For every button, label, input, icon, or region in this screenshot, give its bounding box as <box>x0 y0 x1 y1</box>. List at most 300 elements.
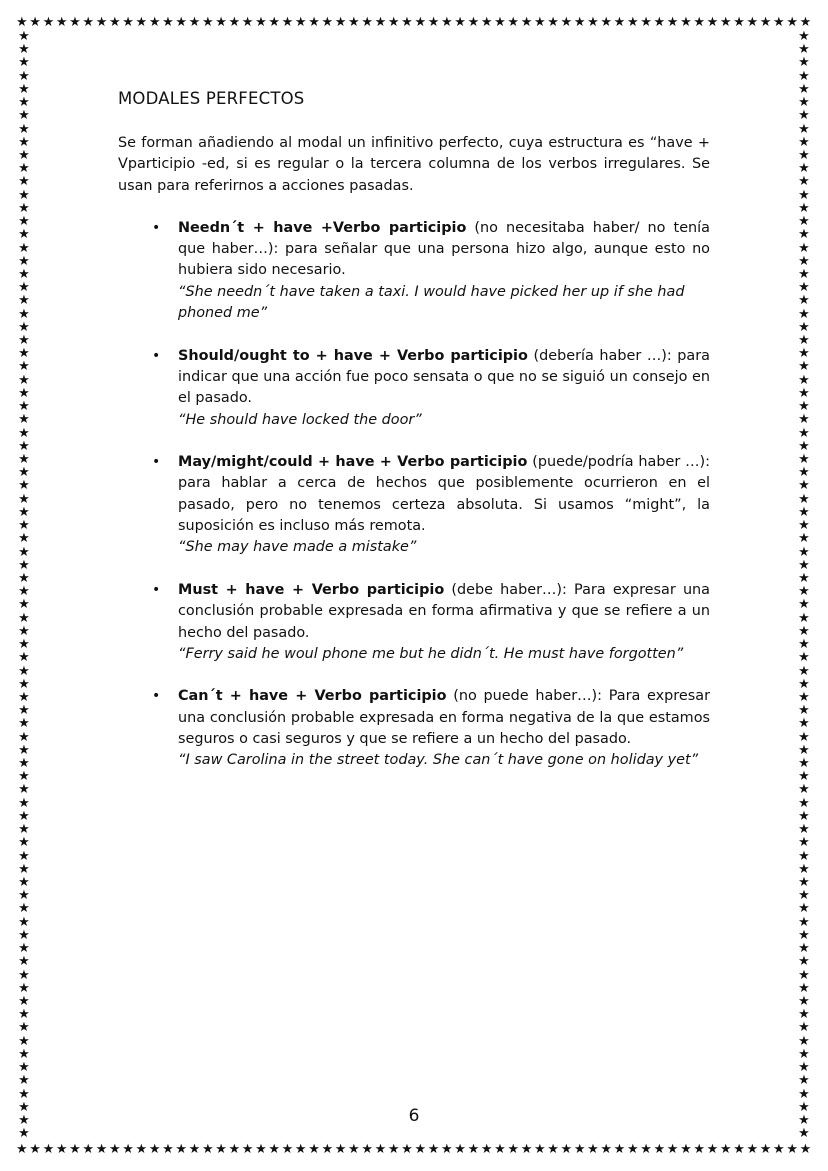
star-icon: ★ <box>798 1099 810 1115</box>
list-item-cant <box>118 686 710 771</box>
bullet-icon: • <box>152 347 161 364</box>
star-icon: ★ <box>308 1141 320 1157</box>
bullet-formula: Should/ought to + have + Verbo participio <box>178 347 528 364</box>
star-icon: ★ <box>18 359 30 375</box>
star-icon: ★ <box>228 14 241 30</box>
star-icon: ★ <box>374 14 387 30</box>
star-icon: ★ <box>18 531 30 547</box>
star-icon: ★ <box>587 14 599 30</box>
star-icon: ★ <box>321 14 334 30</box>
star-icon: ★ <box>507 1141 520 1157</box>
star-icon: ★ <box>798 266 810 282</box>
star-icon: ★ <box>18 214 30 230</box>
star-icon: ★ <box>798 372 810 388</box>
star-icon: ★ <box>520 14 533 30</box>
star-icon: ★ <box>573 1141 586 1157</box>
star-icon: ★ <box>18 1099 30 1115</box>
star-icon: ★ <box>308 14 320 30</box>
star-icon: ★ <box>18 993 30 1009</box>
list-item-neednt <box>118 218 710 324</box>
star-icon: ★ <box>573 14 586 30</box>
star-icon: ★ <box>600 14 613 30</box>
star-icon: ★ <box>241 14 254 30</box>
star-icon: ★ <box>18 95 30 111</box>
star-icon: ★ <box>268 1141 280 1157</box>
page-number: 6 <box>408 1106 420 1126</box>
star-icon: ★ <box>69 14 81 30</box>
star-icon: ★ <box>82 14 95 30</box>
star-icon: ★ <box>467 14 480 30</box>
star-icon: ★ <box>401 1141 413 1157</box>
star-icon: ★ <box>798 504 810 520</box>
star-icon: ★ <box>18 676 30 692</box>
star-icon: ★ <box>798 412 810 428</box>
star-border-right <box>796 30 812 1141</box>
star-icon: ★ <box>798 980 810 996</box>
star-icon: ★ <box>175 14 188 30</box>
star-icon: ★ <box>798 399 810 415</box>
star-icon: ★ <box>547 1141 559 1157</box>
star-icon: ★ <box>494 14 506 30</box>
star-icon: ★ <box>175 1141 188 1157</box>
star-icon: ★ <box>798 584 810 600</box>
star-icon: ★ <box>547 14 559 30</box>
star-icon: ★ <box>69 1141 81 1157</box>
star-icon: ★ <box>18 742 30 758</box>
star-icon: ★ <box>427 1141 440 1157</box>
star-icon: ★ <box>348 14 360 30</box>
list-item-must <box>118 580 710 665</box>
star-icon: ★ <box>653 14 666 30</box>
star-icon: ★ <box>281 14 294 30</box>
star-icon: ★ <box>29 1141 41 1157</box>
star-icon: ★ <box>18 346 30 362</box>
star-icon: ★ <box>773 14 785 30</box>
star-icon: ★ <box>95 1141 108 1157</box>
star-icon: ★ <box>798 68 810 84</box>
star-icon: ★ <box>454 14 466 30</box>
star-icon: ★ <box>162 1141 174 1157</box>
bullet-text <box>178 452 710 537</box>
star-icon: ★ <box>18 848 30 864</box>
star-icon: ★ <box>706 14 719 30</box>
star-icon: ★ <box>798 1086 810 1102</box>
star-icon: ★ <box>799 14 812 30</box>
star-icon: ★ <box>18 597 30 613</box>
star-icon: ★ <box>798 544 810 560</box>
star-icon: ★ <box>18 121 30 137</box>
star-icon: ★ <box>798 333 810 349</box>
star-icon: ★ <box>18 637 30 653</box>
star-icon: ★ <box>18 1020 30 1036</box>
star-icon: ★ <box>228 1141 241 1157</box>
star-icon: ★ <box>18 187 30 203</box>
star-icon: ★ <box>798 121 810 137</box>
star-icon: ★ <box>18 293 30 309</box>
bullet-icon: • <box>152 454 161 471</box>
bullet-text <box>178 346 710 410</box>
star-icon: ★ <box>18 795 30 811</box>
star-icon: ★ <box>798 227 810 243</box>
star-icon: ★ <box>188 1141 201 1157</box>
star-icon: ★ <box>798 610 810 626</box>
star-icon: ★ <box>798 293 810 309</box>
star-icon: ★ <box>798 570 810 586</box>
star-icon: ★ <box>798 478 810 494</box>
bullet-formula: May/might/could + have + Verbo participio <box>178 454 528 471</box>
star-icon: ★ <box>18 412 30 428</box>
star-icon: ★ <box>798 187 810 203</box>
star-icon: ★ <box>798 55 810 71</box>
star-icon: ★ <box>798 729 810 745</box>
star-icon: ★ <box>798 306 810 322</box>
star-icon: ★ <box>798 663 810 679</box>
star-icon: ★ <box>16 1141 28 1157</box>
star-icon: ★ <box>773 1141 785 1157</box>
star-icon: ★ <box>42 14 55 30</box>
star-icon: ★ <box>374 1141 387 1157</box>
star-icon: ★ <box>798 425 810 441</box>
modal-list <box>118 218 710 772</box>
star-icon: ★ <box>798 716 810 732</box>
star-icon: ★ <box>798 927 810 943</box>
star-icon: ★ <box>55 1141 68 1157</box>
star-icon: ★ <box>18 689 30 705</box>
star-icon: ★ <box>18 875 30 890</box>
star-icon: ★ <box>798 901 810 917</box>
star-icon: ★ <box>467 1141 480 1157</box>
star-icon: ★ <box>626 1141 639 1157</box>
star-icon: ★ <box>18 399 30 415</box>
star-icon: ★ <box>798 200 810 216</box>
star-icon: ★ <box>587 1141 599 1157</box>
star-icon: ★ <box>533 14 546 30</box>
star-icon: ★ <box>18 729 30 745</box>
star-icon: ★ <box>759 1141 772 1157</box>
star-icon: ★ <box>361 14 373 30</box>
bullet-explanation: (debería haber …): para indicar que una acción fue poco sensata o que no se siguió un consejo en el pasado. <box>178 347 710 407</box>
star-icon: ★ <box>798 742 810 758</box>
star-icon: ★ <box>18 465 30 481</box>
star-icon: ★ <box>18 941 30 957</box>
star-icon: ★ <box>798 597 810 613</box>
star-icon: ★ <box>18 663 30 679</box>
star-icon: ★ <box>18 518 30 534</box>
star-icon: ★ <box>18 861 30 877</box>
star-icon: ★ <box>798 835 810 851</box>
star-icon: ★ <box>441 14 453 30</box>
star-icon: ★ <box>18 491 30 507</box>
star-icon: ★ <box>480 14 493 30</box>
star-icon: ★ <box>798 848 810 864</box>
star-icon: ★ <box>18 980 30 996</box>
star-icon: ★ <box>798 1033 810 1049</box>
star-icon: ★ <box>798 319 810 335</box>
star-icon: ★ <box>798 81 810 97</box>
star-icon: ★ <box>798 795 810 811</box>
star-icon: ★ <box>600 1141 613 1157</box>
page-title: MODALES PERFECTOS <box>118 89 305 108</box>
star-icon: ★ <box>798 1126 810 1141</box>
star-icon: ★ <box>281 1141 294 1157</box>
star-icon: ★ <box>746 14 759 30</box>
star-icon: ★ <box>201 14 214 30</box>
star-icon: ★ <box>255 1141 267 1157</box>
star-icon: ★ <box>798 1073 810 1089</box>
star-icon: ★ <box>18 967 30 983</box>
star-icon: ★ <box>640 14 652 30</box>
star-icon: ★ <box>18 557 30 573</box>
star-icon: ★ <box>82 1141 95 1157</box>
star-icon: ★ <box>798 438 810 454</box>
bullet-explanation: (no necesitaba haber/ no tenía que haber…): para señalar que una persona hizo algo, aunque esto no hubiera sido necesario. <box>178 219 710 279</box>
star-icon: ★ <box>798 359 810 375</box>
star-icon: ★ <box>706 1141 719 1157</box>
star-icon: ★ <box>798 861 810 877</box>
star-icon: ★ <box>798 703 810 719</box>
star-icon: ★ <box>798 385 810 401</box>
star-icon: ★ <box>401 14 413 30</box>
star-icon: ★ <box>18 954 30 970</box>
bullet-explanation: (debe haber…): Para expresar una conclusión probable expresada en forma afirmativa y que se refiere a un hecho del pasado. <box>178 581 710 641</box>
star-icon: ★ <box>18 385 30 401</box>
star-icon: ★ <box>759 14 772 30</box>
list-item-should <box>118 346 710 431</box>
star-icon: ★ <box>18 306 30 322</box>
star-icon: ★ <box>201 1141 214 1157</box>
star-icon: ★ <box>294 1141 307 1157</box>
bullet-example: “Ferry said he woul phone me but he didn´t. He must have forgotten” <box>178 645 684 662</box>
star-icon: ★ <box>334 14 347 30</box>
star-icon: ★ <box>798 954 810 970</box>
star-icon: ★ <box>798 689 810 705</box>
star-icon: ★ <box>786 14 798 30</box>
star-icon: ★ <box>798 1112 810 1128</box>
star-icon: ★ <box>480 1141 493 1157</box>
star-icon: ★ <box>18 81 30 97</box>
star-icon: ★ <box>255 14 267 30</box>
star-icon: ★ <box>680 14 692 30</box>
star-icon: ★ <box>18 610 30 626</box>
star-icon: ★ <box>348 1141 360 1157</box>
star-border-top <box>16 14 812 30</box>
star-icon: ★ <box>798 518 810 534</box>
star-icon: ★ <box>798 769 810 785</box>
star-icon: ★ <box>188 14 201 30</box>
star-icon: ★ <box>18 333 30 349</box>
star-icon: ★ <box>18 452 30 467</box>
star-icon: ★ <box>18 1060 30 1076</box>
star-icon: ★ <box>560 1141 573 1157</box>
star-icon: ★ <box>321 1141 334 1157</box>
star-icon: ★ <box>18 478 30 494</box>
star-icon: ★ <box>798 808 810 824</box>
star-icon: ★ <box>693 1141 705 1157</box>
star-icon: ★ <box>18 319 30 335</box>
star-icon: ★ <box>18 782 30 798</box>
star-icon: ★ <box>798 108 810 124</box>
star-icon: ★ <box>18 703 30 719</box>
star-icon: ★ <box>18 769 30 785</box>
star-icon: ★ <box>18 372 30 388</box>
star-icon: ★ <box>798 875 810 890</box>
star-icon: ★ <box>241 1141 254 1157</box>
star-icon: ★ <box>18 901 30 917</box>
star-icon: ★ <box>18 134 30 150</box>
star-icon: ★ <box>215 1141 227 1157</box>
bullet-text <box>178 686 710 750</box>
star-icon: ★ <box>666 14 679 30</box>
star-icon: ★ <box>108 14 121 30</box>
star-icon: ★ <box>148 14 161 30</box>
star-icon: ★ <box>798 756 810 772</box>
star-icon: ★ <box>798 452 810 467</box>
star-icon: ★ <box>215 14 227 30</box>
star-icon: ★ <box>18 30 30 44</box>
star-icon: ★ <box>798 161 810 177</box>
star-icon: ★ <box>494 1141 506 1157</box>
star-icon: ★ <box>798 147 810 163</box>
star-icon: ★ <box>653 1141 666 1157</box>
star-icon: ★ <box>29 14 41 30</box>
star-icon: ★ <box>18 822 30 838</box>
star-icon: ★ <box>520 1141 533 1157</box>
star-icon: ★ <box>135 14 148 30</box>
star-icon: ★ <box>18 914 30 930</box>
star-icon: ★ <box>18 227 30 243</box>
star-icon: ★ <box>798 134 810 150</box>
star-icon: ★ <box>798 941 810 957</box>
bullet-formula: Must + have + Verbo participio <box>178 581 445 598</box>
bullet-icon: • <box>152 219 161 236</box>
star-icon: ★ <box>361 1141 373 1157</box>
star-icon: ★ <box>18 108 30 124</box>
star-icon: ★ <box>798 967 810 983</box>
star-icon: ★ <box>18 1086 30 1102</box>
star-icon: ★ <box>626 14 639 30</box>
intro-paragraph: Se forman añadiendo al modal un infinitivo perfecto, cuya estructura es “have + Vparticipio -ed, si es regular o la tercera columna de los verbos irregulares. Se usan para referirnos a acciones pasadas. <box>118 135 710 194</box>
star-icon: ★ <box>135 1141 148 1157</box>
star-icon: ★ <box>18 650 30 666</box>
star-icon: ★ <box>18 927 30 943</box>
star-icon: ★ <box>798 623 810 639</box>
star-icon: ★ <box>18 1126 30 1141</box>
star-icon: ★ <box>108 1141 121 1157</box>
star-icon: ★ <box>798 531 810 547</box>
star-icon: ★ <box>414 14 427 30</box>
bullet-formula: Can´t + have + Verbo participio <box>178 688 447 705</box>
star-icon: ★ <box>122 14 134 30</box>
bullet-explanation: (no puede haber…): Para expresar una conclusión probable expresada en forma negativa de la que estamos seguros o casi seguros y que se refiere a un hecho del pasado. <box>178 688 710 748</box>
star-icon: ★ <box>18 55 30 71</box>
star-icon: ★ <box>798 30 810 44</box>
star-icon: ★ <box>798 676 810 692</box>
star-icon: ★ <box>798 280 810 296</box>
bullet-icon: • <box>152 581 161 598</box>
star-icon: ★ <box>680 1141 692 1157</box>
star-icon: ★ <box>733 14 745 30</box>
star-icon: ★ <box>16 14 28 30</box>
star-icon: ★ <box>798 1020 810 1036</box>
star-icon: ★ <box>798 42 810 58</box>
star-icon: ★ <box>18 835 30 851</box>
star-icon: ★ <box>18 1033 30 1049</box>
star-icon: ★ <box>719 14 732 30</box>
star-icon: ★ <box>18 570 30 586</box>
star-icon: ★ <box>533 1141 546 1157</box>
star-icon: ★ <box>387 1141 400 1157</box>
star-border-left <box>16 30 32 1141</box>
star-icon: ★ <box>148 1141 161 1157</box>
bullet-explanation: (puede/podría haber …): para hablar a cerca de hechos que posiblemente ocurrieron en el pasado, pero no tenemos certeza absoluta. Si usamos “might”, la suposición es incluso más remota. <box>178 454 710 535</box>
star-icon: ★ <box>18 240 30 256</box>
star-icon: ★ <box>18 147 30 163</box>
star-icon: ★ <box>798 782 810 798</box>
star-icon: ★ <box>798 993 810 1009</box>
star-icon: ★ <box>18 161 30 177</box>
star-icon: ★ <box>387 14 400 30</box>
star-icon: ★ <box>18 438 30 454</box>
star-icon: ★ <box>746 1141 759 1157</box>
star-icon: ★ <box>18 253 30 269</box>
star-icon: ★ <box>798 214 810 230</box>
star-icon: ★ <box>42 1141 55 1157</box>
star-icon: ★ <box>18 888 30 904</box>
star-icon: ★ <box>334 1141 347 1157</box>
star-icon: ★ <box>799 1141 812 1157</box>
star-icon: ★ <box>560 14 573 30</box>
star-icon: ★ <box>798 557 810 573</box>
star-icon: ★ <box>18 200 30 216</box>
star-icon: ★ <box>18 1112 30 1128</box>
star-icon: ★ <box>18 1007 30 1023</box>
star-icon: ★ <box>18 68 30 84</box>
star-icon: ★ <box>18 266 30 282</box>
star-icon: ★ <box>18 756 30 772</box>
star-icon: ★ <box>294 14 307 30</box>
bullet-icon: • <box>152 688 161 705</box>
star-icon: ★ <box>18 1073 30 1089</box>
star-icon: ★ <box>18 544 30 560</box>
star-icon: ★ <box>18 584 30 600</box>
bullet-text <box>178 218 710 282</box>
star-icon: ★ <box>18 280 30 296</box>
page-content <box>118 88 710 793</box>
star-icon: ★ <box>18 1046 30 1062</box>
star-icon: ★ <box>441 1141 453 1157</box>
star-icon: ★ <box>798 650 810 666</box>
star-icon: ★ <box>18 716 30 732</box>
star-icon: ★ <box>18 623 30 639</box>
star-icon: ★ <box>268 14 280 30</box>
star-icon: ★ <box>18 42 30 58</box>
star-icon: ★ <box>693 14 705 30</box>
bullet-example: “He should have locked the door” <box>178 411 422 428</box>
star-icon: ★ <box>798 637 810 653</box>
star-icon: ★ <box>18 174 30 190</box>
bullet-formula: Needn´t + have +Verbo participio <box>178 219 467 236</box>
bullet-example: “I saw Carolina in the street today. She can´t have gone on holiday yet” <box>178 752 699 769</box>
star-icon: ★ <box>798 491 810 507</box>
star-icon: ★ <box>427 14 440 30</box>
star-icon: ★ <box>613 14 626 30</box>
star-border-bottom <box>16 1141 812 1157</box>
star-icon: ★ <box>18 504 30 520</box>
star-icon: ★ <box>162 14 174 30</box>
bullet-example: “She needn´t have taken a taxi. I would have picked her up if she had phoned me” <box>178 283 685 322</box>
star-icon: ★ <box>18 425 30 441</box>
star-icon: ★ <box>798 1046 810 1062</box>
